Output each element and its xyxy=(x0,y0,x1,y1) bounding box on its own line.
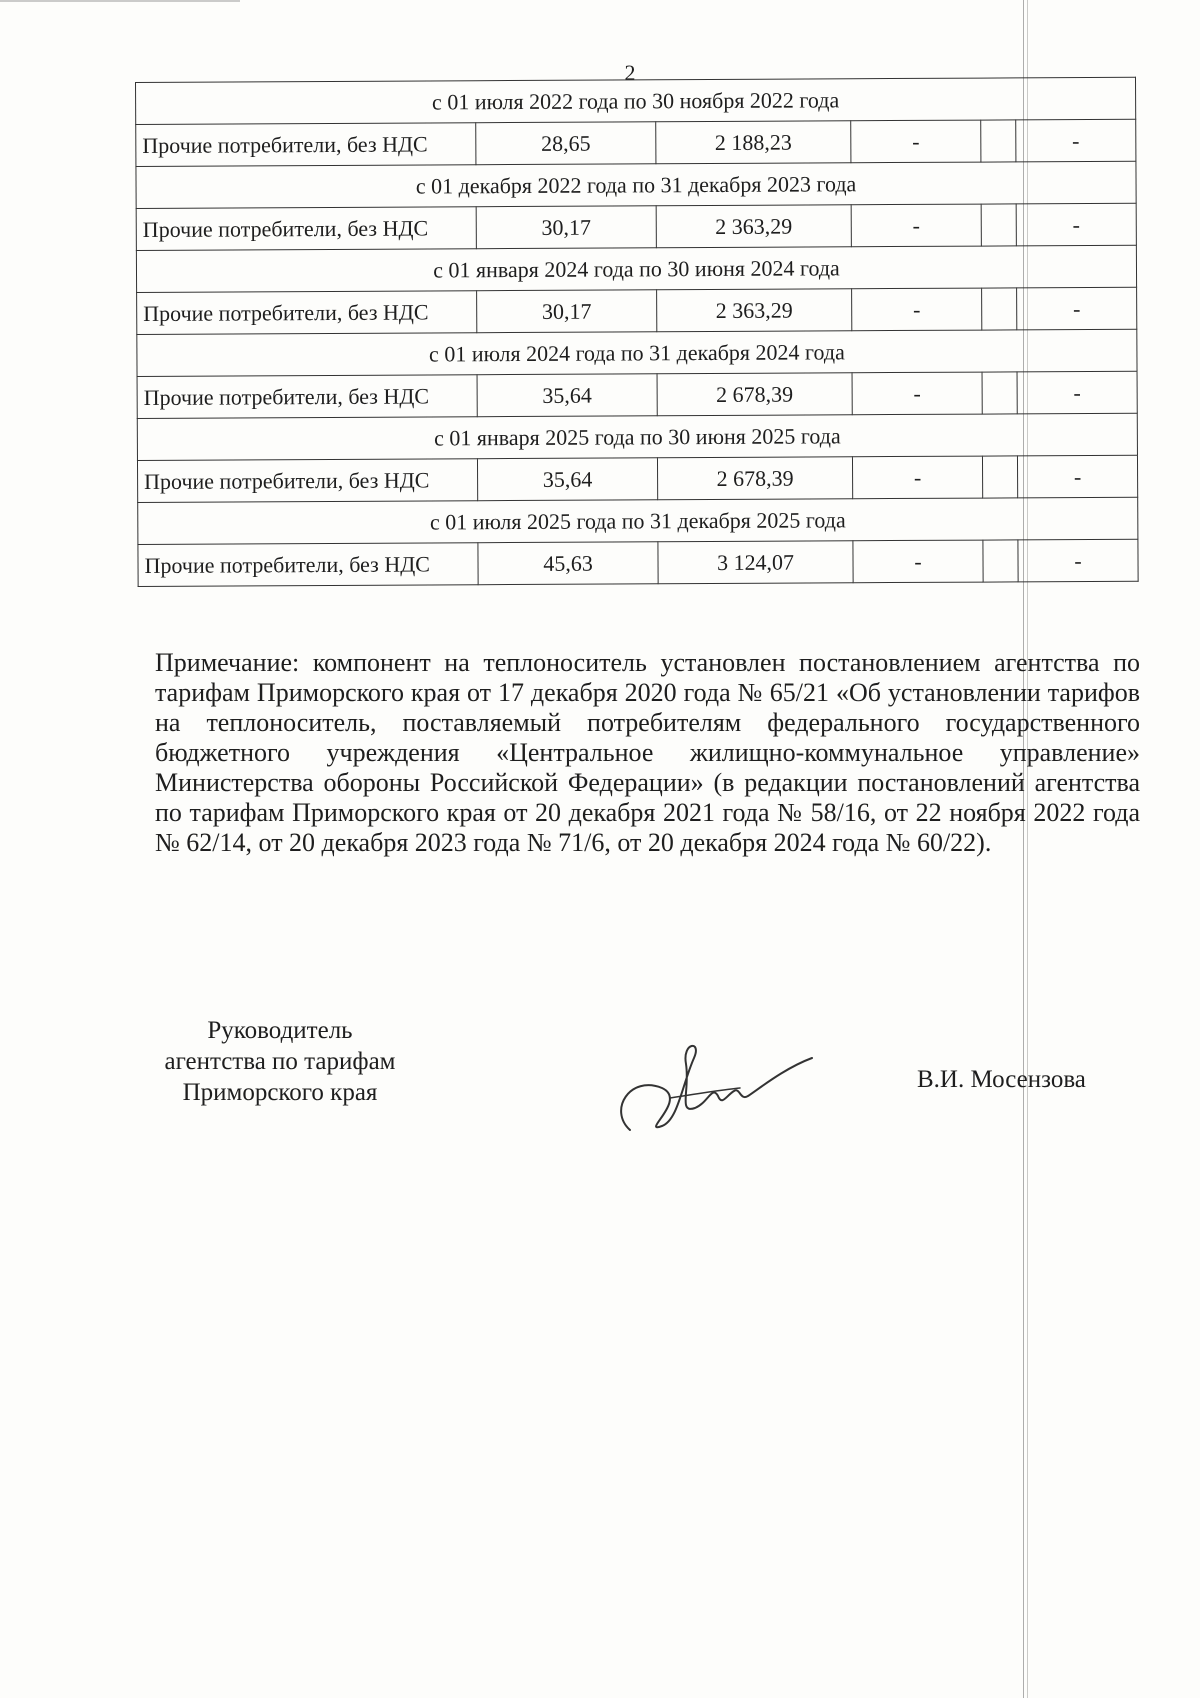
value-cell: 35,64 xyxy=(477,374,657,417)
period-header: с 01 января 2025 года по 30 июня 2025 года xyxy=(137,413,1137,460)
empty-value-cell: - xyxy=(852,288,982,331)
note-paragraph: Примечание: компонент на теплоноситель установлен постановлением агентства по тарифам Приморского края от 17 декабря 2020 года № 65/21 «Об установлении тарифов на теплоноситель, поставляемый потребителям федерального государственного бюджетного учреждения «Центральное жилищно-коммунальное управление» Министерства обороны Российской Федерации» (в редакции постановлений агентства по тарифам Приморского края от 20 декабря 2021 года № 58/16, от 22 ноября 2022 года № 62/14, от 20 декабря 2023 года № 71/6, от 20 декабря 2024 года № 60/22). xyxy=(155,648,1140,857)
value-cell: 2 363,29 xyxy=(656,205,851,248)
page-number: 2 xyxy=(624,60,636,85)
scan-edge-mark xyxy=(0,0,240,2)
consumer-label-cell: Прочие потребители, без НДС xyxy=(136,123,476,167)
period-row xyxy=(137,413,1137,460)
value-cell: 2 678,39 xyxy=(657,457,852,500)
period-row xyxy=(136,77,1136,124)
value-cell: 45,63 xyxy=(478,542,658,585)
period-header: с 01 июля 2025 года по 31 декабря 2025 года xyxy=(138,497,1138,544)
consumer-label-cell: Прочие потребители, без НДС xyxy=(137,459,477,503)
table-row xyxy=(138,539,1138,586)
empty-value-cell: - xyxy=(1016,119,1136,162)
empty-value-cell: - xyxy=(1017,455,1137,498)
table-row xyxy=(137,287,1137,334)
blank-cell xyxy=(982,456,1017,498)
table-row xyxy=(136,203,1136,250)
blank-cell xyxy=(981,204,1016,246)
tariff-table-body xyxy=(136,77,1139,586)
handwritten-signature xyxy=(600,1030,820,1140)
period-row xyxy=(136,161,1136,208)
period-header: с 01 декабря 2022 года по 31 декабря 2023 года xyxy=(136,161,1136,208)
empty-value-cell: - xyxy=(851,204,981,247)
empty-value-cell: - xyxy=(1017,287,1137,330)
consumer-label-cell: Прочие потребители, без НДС xyxy=(137,375,477,419)
period-row xyxy=(138,497,1138,544)
signatory-title-line: агентства по тарифам xyxy=(164,1048,396,1075)
empty-value-cell: - xyxy=(852,456,982,499)
period-header: с 01 января 2024 года по 30 июня 2024 года xyxy=(136,245,1136,292)
period-header: с 01 июля 2024 года по 31 декабря 2024 года xyxy=(137,329,1137,376)
consumer-label-cell: Прочие потребители, без НДС xyxy=(137,291,477,335)
blank-cell xyxy=(982,372,1017,414)
signatory-title-line: Приморского края xyxy=(182,1079,378,1106)
consumer-label-cell: Прочие потребители, без НДС xyxy=(138,543,478,587)
tariff-table xyxy=(135,77,1139,587)
signatory-title xyxy=(150,1015,410,1108)
signer-name: В.И. Мосензова xyxy=(917,1066,1086,1093)
value-cell: 2 678,39 xyxy=(657,373,852,416)
value-cell: 28,65 xyxy=(476,122,656,165)
table-row xyxy=(137,455,1137,502)
empty-value-cell: - xyxy=(853,540,983,583)
value-cell: 30,17 xyxy=(476,206,656,249)
empty-value-cell: - xyxy=(852,372,982,415)
blank-cell xyxy=(981,120,1016,162)
consumer-label-cell: Прочие потребители, без НДС xyxy=(136,207,476,251)
value-cell: 3 124,07 xyxy=(658,541,853,584)
signatory-title-line: Руководитель xyxy=(207,1017,353,1044)
period-row xyxy=(137,329,1137,376)
value-cell: 2 363,29 xyxy=(657,289,852,332)
empty-value-cell: - xyxy=(1016,203,1136,246)
empty-value-cell: - xyxy=(1017,371,1137,414)
table-row xyxy=(137,371,1137,418)
empty-value-cell: - xyxy=(1018,539,1138,582)
empty-value-cell: - xyxy=(851,120,981,163)
value-cell: 30,17 xyxy=(477,290,657,333)
period-row xyxy=(136,245,1136,292)
blank-cell xyxy=(983,540,1018,582)
value-cell: 2 188,23 xyxy=(656,121,851,164)
table-row xyxy=(136,119,1136,166)
value-cell: 35,64 xyxy=(477,458,657,501)
blank-cell xyxy=(982,288,1017,330)
period-header: с 01 июля 2022 года по 30 ноября 2022 года xyxy=(136,77,1136,124)
